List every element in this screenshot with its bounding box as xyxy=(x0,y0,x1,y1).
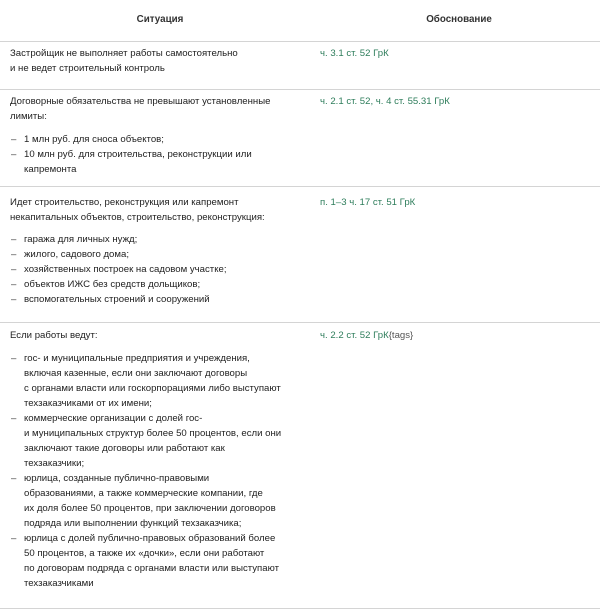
basis-cell xyxy=(320,328,600,343)
situation-list xyxy=(10,132,310,177)
basis-link[interactable]: ч. 3.1 ст. 52 ГрК xyxy=(320,48,389,59)
list-item: – 10 млн руб. для строительства, реконструкции или капремонта xyxy=(10,147,310,177)
situation-text: Застройщик не выполняет работы самостоятельно и не ведет строительный контроль xyxy=(10,48,238,74)
basis-cell xyxy=(320,195,600,210)
situation-cell xyxy=(10,46,310,76)
situation-text: Идет строительство, реконструкция или капремонт некапитальных объектов, строительство, реконструкция: xyxy=(10,197,265,223)
basis-suffix: {tags} xyxy=(388,330,414,341)
list-item: – коммерческие организации с долей гос- и муниципальных структур более 50 процентов, если они заключают такие договоры или работают как техзаказчики; xyxy=(10,411,310,471)
situation-cell xyxy=(10,195,310,307)
list-item: – гаража для личных нужд; xyxy=(10,232,310,247)
list-item: – жилого, садового дома; xyxy=(10,247,310,262)
situation-text: Договорные обязательства не превышают установленные лимиты: xyxy=(10,96,271,122)
header-situation: Ситуация xyxy=(136,14,184,25)
list-item: – гос- и муниципальные предприятия и учреждения, включая казенные, если они заключают договоры с органами власти или госкорпорациями либо выступают техзаказчиками от их имени; xyxy=(10,351,310,411)
basis-link[interactable]: ч. 2.2 ст. 52 ГрК xyxy=(320,330,389,341)
list-item: – объектов ИЖС без средств дольщиков; xyxy=(10,277,310,292)
situation-list xyxy=(10,351,310,591)
table-header xyxy=(0,0,600,42)
basis-link[interactable]: п. 1–3 ч. 17 ст. 51 ГрК xyxy=(320,197,416,208)
list-item: – хозяйственных построек на садовом участке; xyxy=(10,262,310,277)
situation-text: Если работы ведут: xyxy=(10,330,98,341)
basis-cell xyxy=(320,94,600,109)
list-item: – вспомогательных строений и сооружений xyxy=(10,292,310,307)
basis-cell xyxy=(320,46,600,61)
table-row xyxy=(0,186,600,323)
list-item: – юрлица с долей публично-правовых образований более 50 процентов, а также их «дочки», если они работают по договорам подряда с органами власти или выступают техзаказчиками xyxy=(10,531,310,591)
situation-cell xyxy=(10,94,310,177)
table-row xyxy=(0,41,600,90)
list-item: – юрлица, созданные публично-правовыми образованиями, а также коммерческие компании, где их доля более 50 процентов, при заключении договоров подряда или выполнении функций техзаказчика; xyxy=(10,471,310,531)
basis-link[interactable]: ч. 2.1 ст. 52, ч. 4 ст. 55.31 ГрК xyxy=(320,96,450,107)
situation-cell xyxy=(10,328,310,591)
situation-list xyxy=(10,232,310,307)
header-basis: Обоснование xyxy=(426,14,492,25)
table-row xyxy=(0,89,600,187)
list-item: – 1 млн руб. для сноса объектов; xyxy=(10,132,310,147)
table-row xyxy=(0,322,600,609)
